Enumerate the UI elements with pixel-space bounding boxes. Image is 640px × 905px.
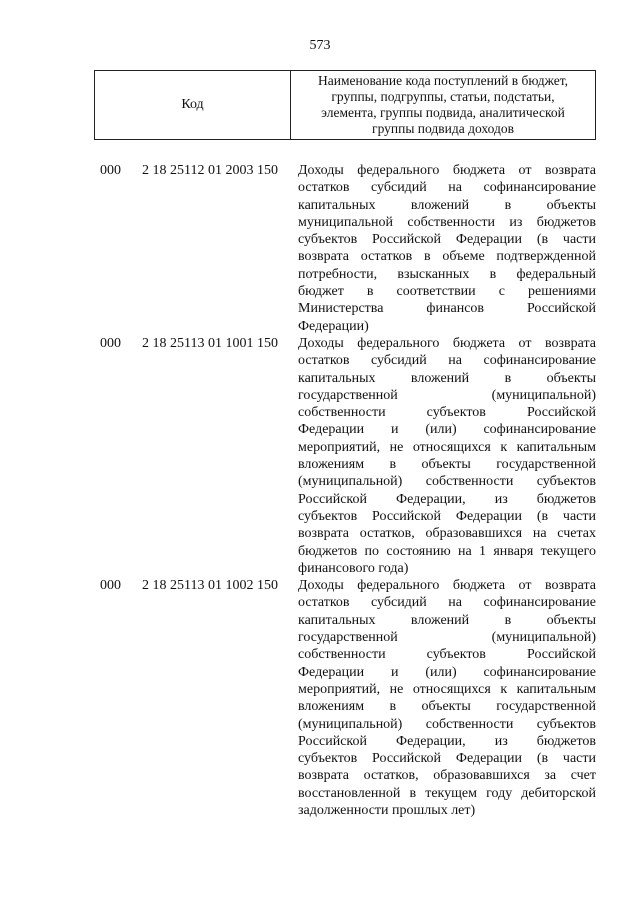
description-line: вложениям в объекты государственной xyxy=(298,699,596,715)
table-row xyxy=(100,335,596,577)
revenue-code: 2 18 25113 01 1002 150 xyxy=(142,578,278,594)
page-number: 573 xyxy=(309,38,331,53)
description-line: Российской Федерации, из бюджетов xyxy=(298,733,596,749)
description-line: вложениям в объекты государственной xyxy=(298,457,596,473)
description-line: муниципальной собственности из бюджетов xyxy=(298,214,596,230)
description-line: Федерации и (или) софинансирование xyxy=(298,664,596,680)
description-line: Министерства финансов Российской xyxy=(298,301,596,317)
revenue-code: 2 18 25112 01 2003 150 xyxy=(142,163,278,178)
revenue-description xyxy=(298,162,596,335)
description-line: остатков субсидий на софинансирование xyxy=(298,180,596,196)
table-header xyxy=(94,70,596,140)
description-line: Доходы федерального бюджета от возврата xyxy=(298,578,596,594)
description-line: собственности субъектов Российской xyxy=(298,405,596,421)
table-row xyxy=(100,577,596,819)
description-line: возврата остатков в объеме подтвержденной xyxy=(298,249,596,265)
description-line: субъектов Российской Федерации (в части xyxy=(298,751,596,767)
admin-code: 000 xyxy=(100,578,121,594)
description-line: Российской Федерации, из бюджетов xyxy=(298,491,596,507)
description-line: бюджетов по состоянию на 1 января текущего xyxy=(298,543,596,559)
revenue-code: 2 18 25113 01 1001 150 xyxy=(142,335,278,351)
description-line: капитальных вложений в объекты xyxy=(298,612,596,628)
description-line: капитальных вложений в объекты xyxy=(298,370,596,386)
name-header-line: элемента, группы подвида, аналитической xyxy=(321,105,565,120)
description-line: (муниципальной) собственности субъектов xyxy=(298,716,596,732)
revenue-description xyxy=(298,577,596,819)
name-header-line: Наименование кода поступлений в бюджет, xyxy=(317,73,568,88)
revenue-description xyxy=(298,335,596,577)
description-line: Федерации и (или) софинансирование xyxy=(298,422,596,438)
description-line: финансового года) xyxy=(298,560,409,576)
description-line: возврата остатков, образовавшихся за счет xyxy=(298,768,596,784)
description-line: бюджет в соответствии с решениями xyxy=(298,284,596,300)
code-column-header: Код xyxy=(95,71,291,139)
description-line: восстановленной в текущем году дебиторской xyxy=(298,785,596,801)
table-row xyxy=(100,162,596,335)
description-line: остатков субсидий на софинансирование xyxy=(298,595,596,611)
description-line: собственности субъектов Российской xyxy=(298,647,596,663)
description-line: субъектов Российской Федерации (в части xyxy=(298,508,596,524)
admin-code: 000 xyxy=(100,335,121,351)
description-line: (муниципальной) собственности субъектов xyxy=(298,474,596,490)
description-line: Доходы федерального бюджета от возврата xyxy=(298,335,596,351)
name-header-line: группы, подгруппы, статьи, подстатьи, xyxy=(331,89,555,104)
description-line: возврата остатков, образовавшихся на счетах xyxy=(298,526,596,542)
description-line: Федерации) xyxy=(298,318,369,334)
description-line: субъектов Российской Федерации (в части xyxy=(298,232,596,248)
description-line: государственной (муниципальной) xyxy=(298,630,596,646)
name-column-header xyxy=(291,71,595,139)
table-body xyxy=(100,162,596,819)
name-header-line: группы подвида доходов xyxy=(372,121,514,136)
description-line: потребности, взысканных в федеральный xyxy=(298,266,596,282)
description-line: Доходы федерального бюджета от возврата xyxy=(298,163,596,178)
description-line: остатков субсидий на софинансирование xyxy=(298,353,596,369)
description-line: государственной (муниципальной) xyxy=(298,387,596,403)
description-line: мероприятий, не относящихся к капитальным xyxy=(298,439,596,455)
description-line: мероприятий, не относящихся к капитальным xyxy=(298,681,596,697)
admin-code: 000 xyxy=(100,163,121,178)
description-line: капитальных вложений в объекты xyxy=(298,197,596,213)
description-line: задолженности прошлых лет) xyxy=(298,802,476,818)
